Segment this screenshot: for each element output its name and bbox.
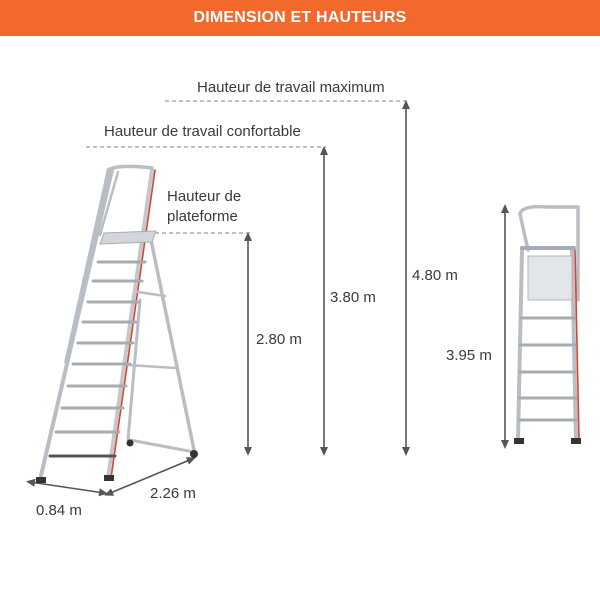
- comfortable-height-value: 3.80 m: [330, 289, 376, 306]
- work-comfortable-label: Hauteur de travail confortable: [104, 123, 301, 140]
- width-arrow: [30, 482, 104, 493]
- width-value: 0.84 m: [36, 502, 82, 519]
- side-ladder-illustration: [514, 207, 581, 444]
- work-max-label: Hauteur de travail maximum: [197, 79, 385, 96]
- platform-height-value: 2.80 m: [256, 331, 302, 348]
- platform-label: [167, 187, 241, 227]
- platform-label-line2: plateforme: [167, 208, 238, 225]
- side-ladder-height-value: 3.95 m: [446, 347, 492, 364]
- banner-title: DIMENSION ET HAUTEURS: [193, 9, 407, 26]
- depth-value: 2.26 m: [150, 485, 196, 502]
- max-height-value: 4.80 m: [412, 267, 458, 284]
- platform-label-line1: Hauteur de: [167, 188, 242, 205]
